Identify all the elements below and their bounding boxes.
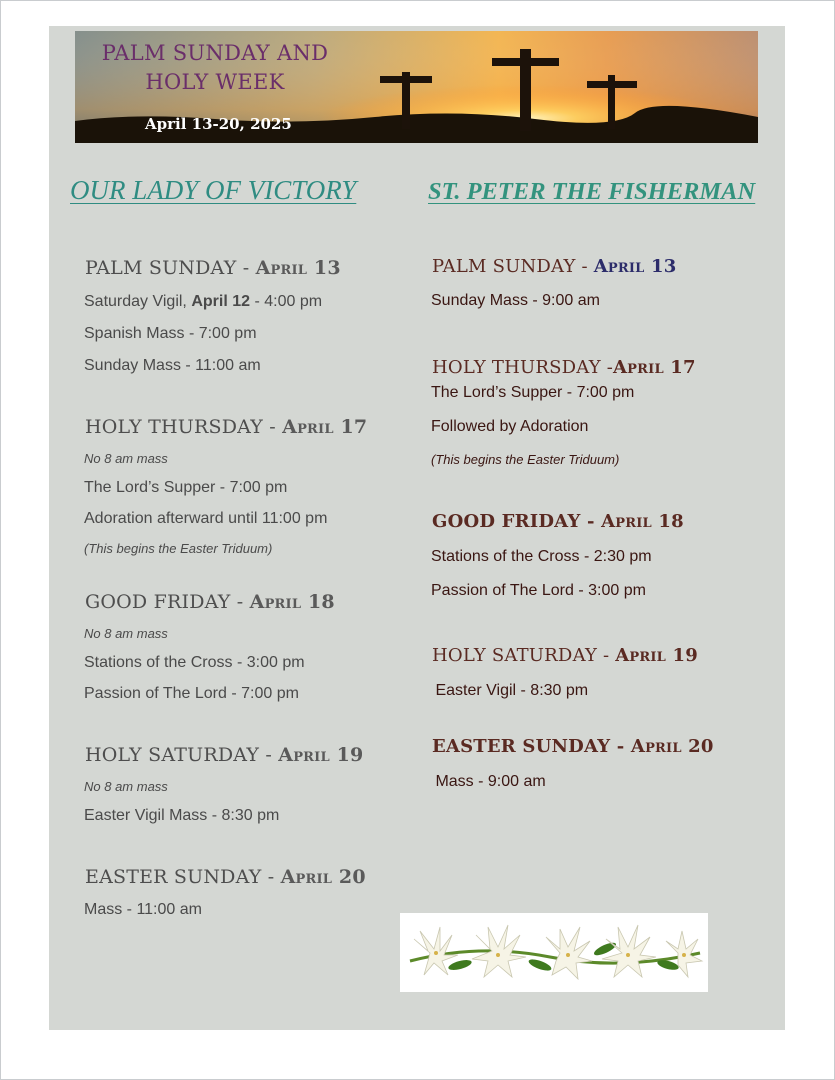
heading-title: HOLY SATURDAY - — [432, 645, 616, 666]
lily-illustration — [400, 913, 708, 992]
left-friday-passion: Passion of The Lord - 7:00 pm — [84, 685, 299, 702]
right-holy-thursday-heading — [432, 357, 696, 378]
right-palm-sunday-heading — [432, 256, 676, 277]
right-easter-sunday-heading — [432, 736, 714, 757]
left-easter-mass: Mass - 11:00 am — [84, 901, 202, 918]
left-palm-spanish-mass: Spanish Mass - 7:00 pm — [84, 325, 257, 342]
left-thursday-note: No 8 am mass — [84, 451, 168, 466]
heading-date: April 17 — [282, 416, 368, 438]
left-saturday-note: No 8 am mass — [84, 779, 168, 794]
heading-date: April 19 — [615, 645, 698, 666]
heading-date: April 18 — [601, 511, 684, 532]
left-palm-sunday-mass: Sunday Mass - 11:00 am — [84, 357, 261, 374]
left-good-friday-heading — [85, 591, 335, 613]
left-friday-note: No 8 am mass — [84, 626, 168, 641]
left-thursday-triduum-note: (This begins the Easter Triduum) — [84, 541, 273, 556]
right-friday-passion: Passion of The Lord - 3:00 pm — [431, 582, 646, 599]
heading-date: April 20 — [280, 866, 366, 888]
heading-date: April 13 — [593, 256, 677, 277]
left-saturday-vigil: Easter Vigil Mass - 8:30 pm — [84, 807, 280, 824]
heading-title: HOLY THURSDAY - — [432, 357, 614, 378]
vigil-label: Saturday Vigil, — [84, 293, 192, 310]
banner-dates: April 13-20, 2025 — [145, 115, 292, 133]
left-palm-sunday-heading — [85, 257, 341, 279]
heading-title: GOOD FRIDAY - — [85, 591, 250, 613]
right-thursday-triduum-note: (This begins the Easter Triduum) — [431, 452, 620, 467]
banner-title — [95, 39, 335, 97]
heading-date: April 20 — [630, 736, 714, 757]
right-saturday-vigil: Easter Vigil - 8:30 pm — [431, 682, 589, 699]
right-palm-sunday-mass: Sunday Mass - 9:00 am — [431, 292, 600, 309]
heading-title: EASTER SUNDAY - — [85, 866, 281, 888]
heading-title: GOOD FRIDAY - — [432, 511, 602, 532]
left-holy-thursday-heading — [85, 416, 367, 438]
heading-title: HOLY THURSDAY - — [85, 416, 283, 438]
heading-date: April 13 — [255, 257, 341, 279]
heading-title: EASTER SUNDAY - — [432, 736, 631, 757]
parish-title-st-peter-the-fisherman: ST. PETER THE FISHERMAN — [428, 178, 756, 205]
right-easter-mass: Mass - 9:00 am — [431, 773, 546, 790]
heading-date: April 18 — [249, 591, 335, 613]
left-palm-vigil-line — [84, 293, 322, 311]
banner-image — [75, 31, 758, 143]
left-easter-sunday-heading — [85, 866, 366, 888]
right-good-friday-heading — [432, 511, 684, 532]
heading-title: HOLY SATURDAY - — [85, 744, 279, 766]
vigil-time: - 4:00 pm — [250, 293, 323, 310]
left-thursday-lords-supper: The Lord’s Supper - 7:00 pm — [84, 479, 288, 496]
heading-date: April 19 — [278, 744, 364, 766]
right-friday-stations: Stations of the Cross - 2:30 pm — [431, 548, 652, 565]
heading-title: PALM SUNDAY - — [432, 256, 594, 277]
vigil-date: April 12 — [191, 293, 251, 310]
right-holy-saturday-heading — [432, 645, 698, 666]
right-thursday-lords-supper: The Lord’s Supper - 7:00 pm — [431, 384, 635, 401]
banner-title-line2: HOLY WEEK — [145, 70, 285, 94]
left-friday-stations: Stations of the Cross - 3:00 pm — [84, 654, 305, 671]
left-holy-saturday-heading — [85, 744, 363, 766]
heading-date: April 17 — [613, 357, 696, 378]
parish-title-our-lady-of-victory: OUR LADY OF VICTORY — [70, 175, 357, 205]
right-thursday-adoration: Followed by Adoration — [431, 418, 589, 435]
banner-title-line1: PALM SUNDAY AND — [101, 41, 329, 65]
heading-title: PALM SUNDAY - — [85, 257, 256, 279]
left-thursday-adoration: Adoration afterward until 11:00 pm — [84, 510, 328, 527]
easter-lilies-image — [400, 913, 708, 992]
